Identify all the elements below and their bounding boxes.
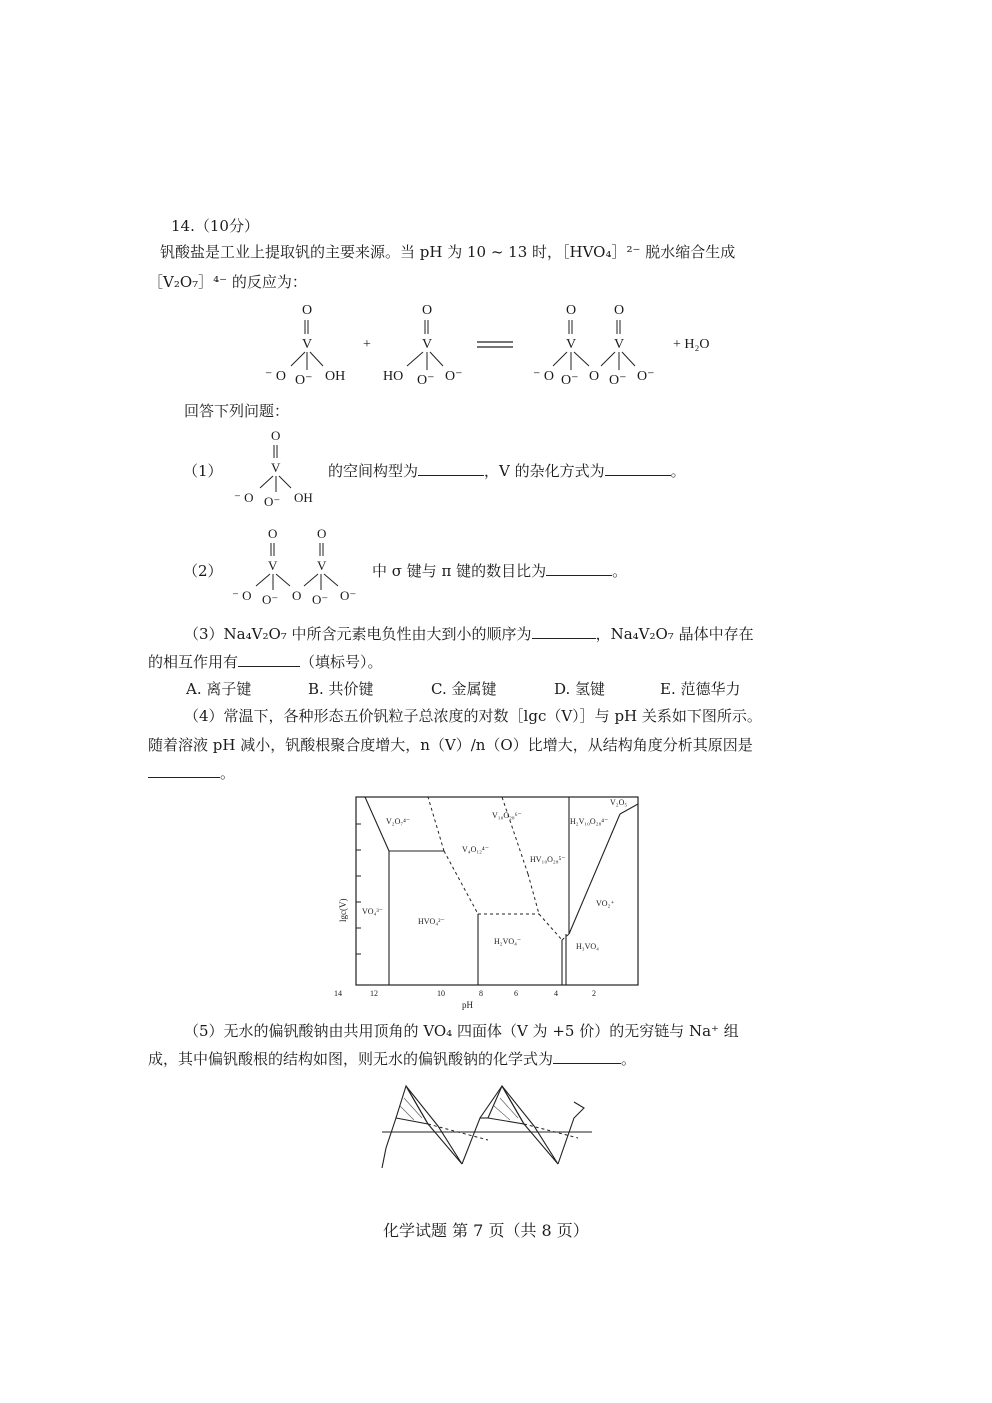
x-tick-12: 12 (370, 989, 378, 998)
question-header: 14.（10分） (171, 217, 259, 235)
intro-line-2: ［V₂O₇］⁴⁻ 的反应为： (148, 273, 307, 291)
atom-o-minus-2: O⁻ (295, 373, 313, 388)
q4-line-1: （4）常温下，各种形态五价钒粒子总浓度的对数［lgc（V）］与 pH 关系如下图所示。 (184, 707, 762, 725)
label-vo4: VO₄³⁻ (362, 907, 383, 916)
q5-blank[interactable] (553, 1049, 621, 1064)
label-hv10o28: HV₁₀O₂₈⁵⁻ (530, 855, 566, 864)
species-distribution-diagram (334, 794, 650, 1016)
x-tick-2: 2 (592, 989, 596, 998)
x-tick-6: 6 (514, 989, 518, 998)
x-tick-8: 8 (479, 989, 483, 998)
svg-text:V: V (317, 558, 327, 573)
page-footer: 化学试题 第 7 页（共 8 页） (383, 1221, 589, 1240)
svg-text:O: O (589, 369, 600, 384)
q3-option-d: D. 氢键 (554, 680, 606, 698)
q4-blank[interactable] (148, 763, 220, 778)
svg-text:⁻ O: ⁻ O (533, 369, 554, 384)
q2-number: （2） (183, 562, 223, 580)
svg-text:V: V (271, 460, 281, 475)
svg-text:O: O (317, 526, 327, 541)
q4-line-3: 。 (148, 763, 235, 783)
y-axis-label: lgc(V) (338, 898, 348, 922)
svg-text:⁻ O: ⁻ O (232, 588, 252, 603)
svg-text:O⁻: O⁻ (262, 592, 279, 607)
q3-option-c: C. 金属键 (431, 680, 497, 698)
svg-text:O: O (271, 428, 281, 443)
q3-option-b: B. 共价键 (308, 680, 374, 698)
q2-text: 中 σ 键与 π 键的数目比为 。 (372, 562, 628, 580)
svg-text:O⁻: O⁻ (609, 373, 627, 388)
q1-structure (228, 424, 328, 512)
q3-option-e: E. 范德华力 (660, 680, 741, 698)
svg-text:O⁻: O⁻ (445, 369, 463, 384)
q2-structure (228, 522, 368, 610)
x-tick-10: 10 (437, 989, 445, 998)
label-v4o12: V₄O₁₂⁴⁻ (462, 845, 489, 854)
q3-blank-1[interactable] (532, 624, 596, 639)
q5-line-2: 成，其中偏钒酸根的结构如图，则无水的偏钒酸钠的化学式为 。 (148, 1050, 637, 1068)
svg-text:V: V (268, 558, 278, 573)
label-h2vo4: H₂VO₄⁻ (494, 937, 522, 946)
label-hvo4: HVO₄²⁻ (418, 917, 445, 926)
q3-line-1: （3）Na₄V₂O₇ 中所含元素电负性由大到小的顺序为 ，Na₄V₂O₇ 晶体中存在 (184, 625, 754, 643)
svg-text:O⁻: O⁻ (264, 494, 281, 509)
svg-text:HO: HO (383, 369, 404, 384)
q1-number: （1） (183, 462, 223, 480)
answer-prompt: 回答下列问题： (184, 402, 290, 420)
svg-text:O⁻: O⁻ (637, 369, 655, 384)
label-h2v10o28: H₂V₁₀O₂₈⁴⁻ (570, 817, 609, 826)
atom-o: O (302, 303, 313, 318)
metavanadate-chain-diagram (378, 1078, 598, 1172)
q3-option-a: A. 离子键 (186, 680, 252, 698)
x-tick-14: 14 (334, 989, 342, 998)
q5-line-1: （5）无水的偏钒酸钠由共用顶角的 VO₄ 四面体（V 为 +5 价）的无穷链与 Na⁺ 组 (184, 1022, 739, 1040)
svg-text:V: V (614, 337, 625, 352)
atom-v: V (302, 337, 313, 352)
svg-text:O: O (566, 303, 577, 318)
svg-text:⁻ O: ⁻ O (234, 490, 254, 505)
reaction-equation (255, 298, 735, 390)
plus-sign: + (363, 337, 371, 352)
svg-text:O⁻: O⁻ (417, 373, 435, 388)
atom-oh: OH (325, 369, 346, 384)
q2-blank[interactable] (546, 561, 612, 576)
x-tick-4: 4 (554, 989, 558, 998)
q3-line-2: 的相互作用有 （填标号）。 (148, 653, 383, 671)
svg-text:O: O (268, 526, 278, 541)
q3-blank-2[interactable] (238, 652, 300, 667)
q1-blank-1[interactable] (418, 461, 484, 476)
svg-text:O⁻: O⁻ (312, 592, 329, 607)
plus-water: + H₂O (673, 337, 710, 352)
q1-text: 的空间构型为 ，V 的杂化方式为 。 (328, 462, 686, 480)
svg-text:V: V (422, 337, 433, 352)
label-vo2: VO₂⁺ (596, 899, 615, 908)
intro-line-1: 钒酸盐是工业上提取钒的主要来源。当 pH 为 10 ~ 13 时，［HVO₄］²⁻ 脱水缩合生成 (160, 243, 736, 261)
svg-text:O: O (292, 588, 302, 603)
atom-o-minus: ⁻ O (265, 369, 286, 384)
svg-text:O: O (422, 303, 433, 318)
q1-blank-2[interactable] (605, 461, 671, 476)
svg-text:O⁻: O⁻ (340, 588, 357, 603)
q4-line-2: 随着溶液 pH 减小，钒酸根聚合度增大，n（V）/n（O）比增大，从结构角度分析其原因是 (148, 736, 753, 754)
svg-text:OH: OH (294, 490, 313, 505)
label-v2o5: V₂O₅ (610, 798, 628, 807)
svg-text:O: O (614, 303, 625, 318)
svg-text:O⁻: O⁻ (561, 373, 579, 388)
label-h3vo4: H₃VO₄ (576, 942, 599, 951)
label-v2o7: V₂O₇⁴⁻ (386, 817, 411, 826)
label-v10o28: V₁₀O₂₈⁶⁻ (492, 811, 522, 820)
x-axis-label: pH (462, 1000, 473, 1010)
svg-text:V: V (566, 337, 577, 352)
